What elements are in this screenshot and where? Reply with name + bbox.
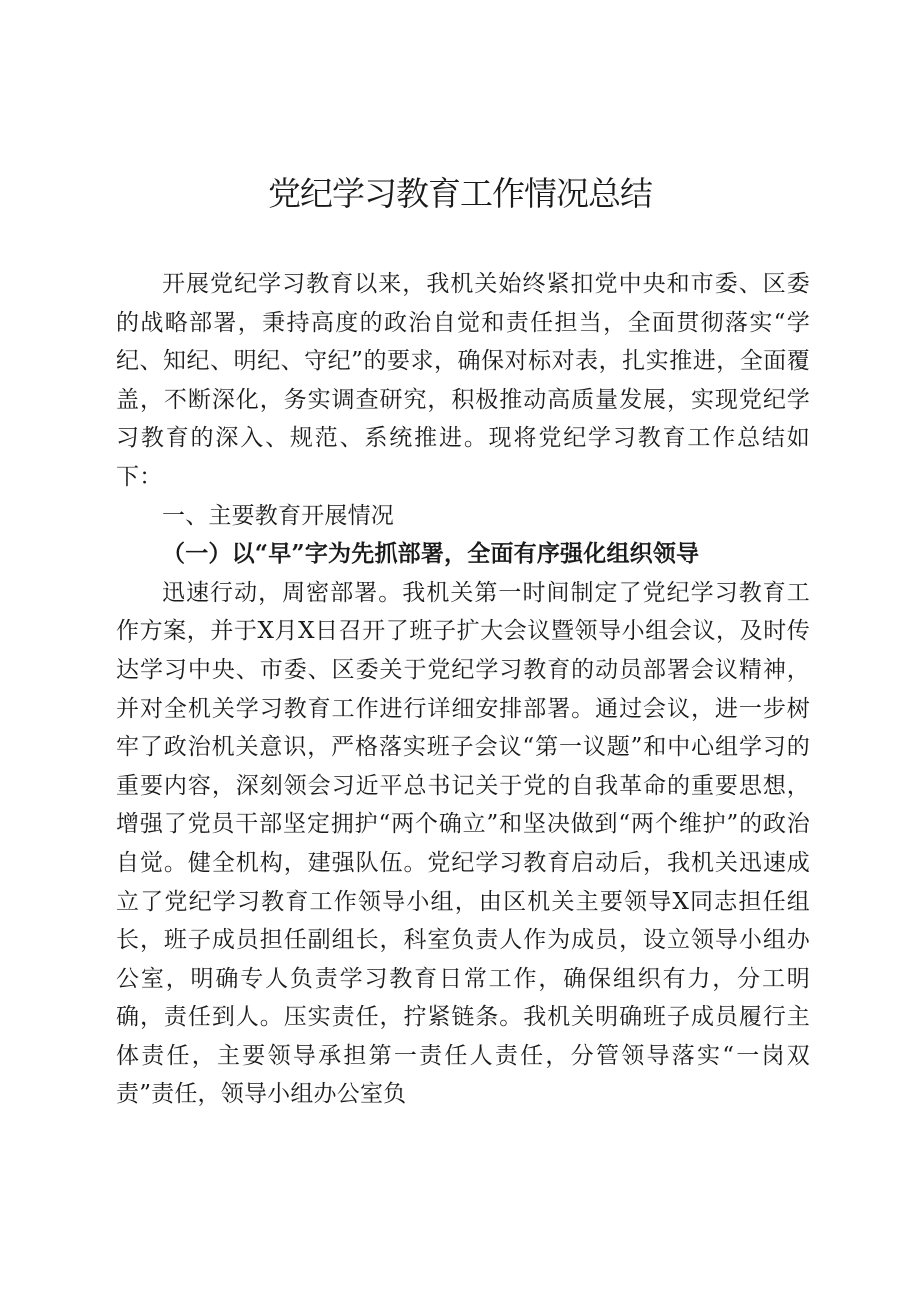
subsection-heading: （一）以“早”字为先抓部署，全面有序强化组织领导 <box>162 540 700 568</box>
section-heading: 一、主要教育开展情况 <box>162 502 394 529</box>
intro-paragraph: 开展党纪学习教育以来，我机关始终紧扣党中央和市委、区委的战略部署，秉持高度的政治自觉和责任担当，全面贯彻落实“学纪、知纪、明纪、守纪”的要求，确保对标对表，扎实推进，全面覆盖，不断深化，务实调查研究，积极推动高质量发展，实现党纪学习教育的深入、规范、系统推进。现将党纪学习教育工作总结如下： <box>116 271 810 490</box>
document-body <box>116 265 810 1114</box>
document-title: 党纪学习教育工作情况总结 <box>268 174 652 213</box>
subsection-paragraph: 迅速行动，周密部署。我机关第一时间制定了党纪学习教育工作方案，并于X月X日召开了班子扩大会议暨领导小组会议，及时传达学习中央、市委、区委关于党纪学习教育的动员部署会议精神，并对全机关学习教育工作进行详细安排部署。通过会议，进一步树牢了政治机关意识，严格落实班子会议“第一议题”和中心组学习的重要内容，深刻领会习近平总书记关于党的自我革命的重要思想，增强了党员干部坚定拥护“两个确立”和坚决做到“两个维护”的政治自觉。健全机构，建强队伍。党纪学习教育启动后，我机关迅速成立了党纪学习教育工作领导小组，由区机关主要领导X同志担任组长，班子成员担任副组长，科室负责人作为成员，设立领导小组办公室，明确专人负责学习教育日常工作，确保组织有力，分工明确，责任到人。压实责任，拧紧链条。我机关明确班子成员履行主体责任，主要领导承担第一责任人责任，分管领导落实“一岗双责”责任，领导小组办公室负 <box>116 579 810 1108</box>
